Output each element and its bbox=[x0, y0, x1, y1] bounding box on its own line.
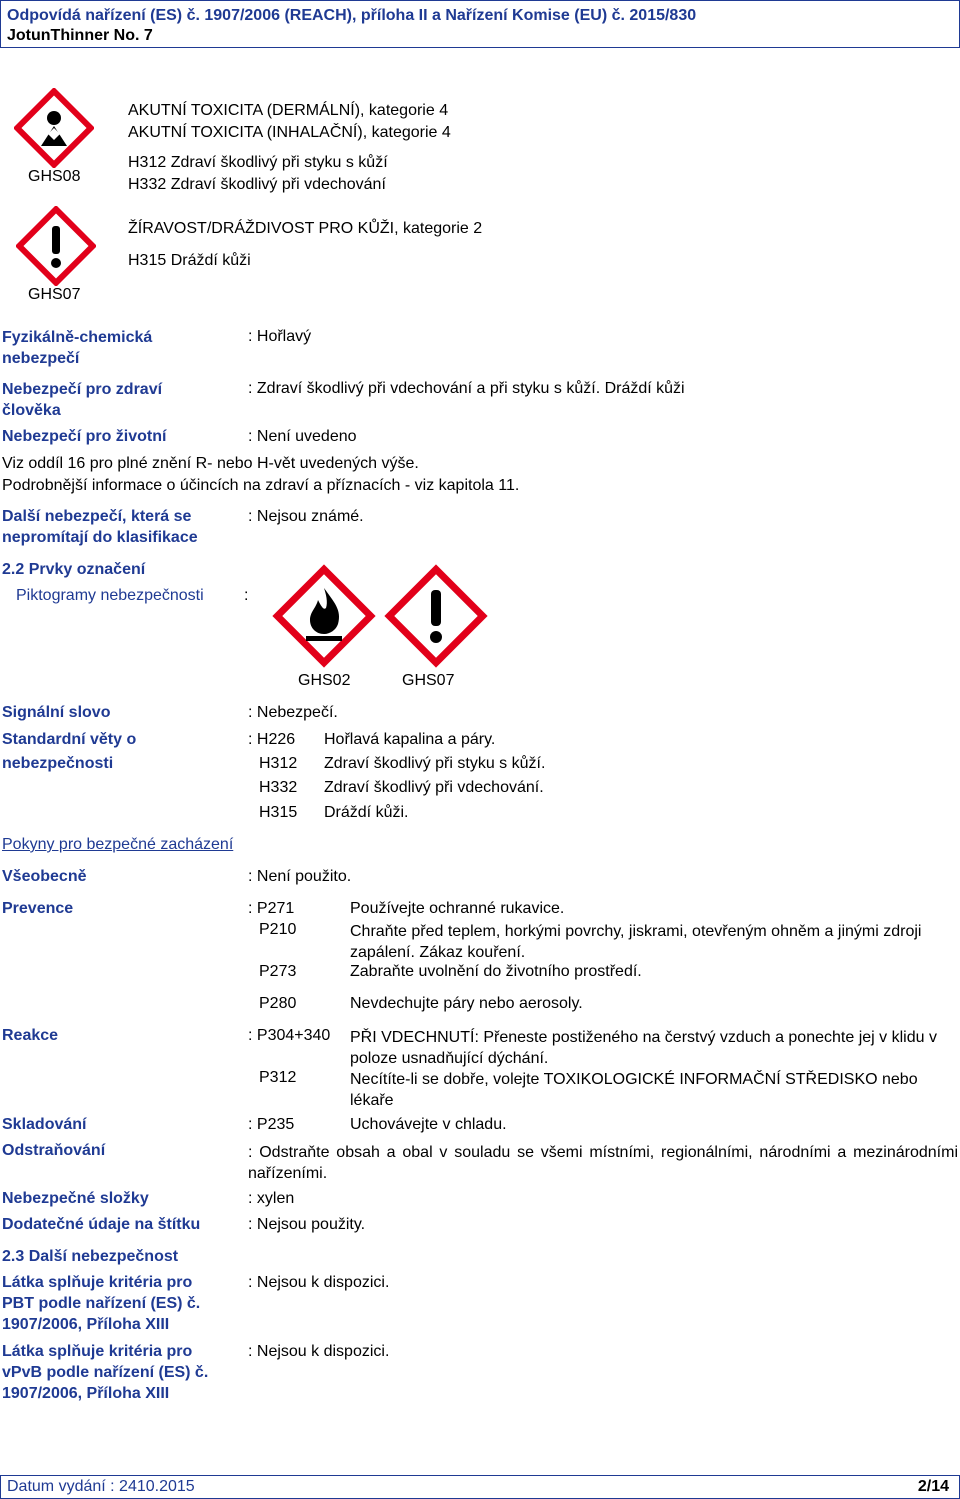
section-heading: 2.3 Další nebezpečnost bbox=[2, 1248, 179, 1265]
pictograms-label: Piktogramy nebezpečnosti bbox=[16, 587, 204, 604]
components-value: : xylen bbox=[248, 1190, 295, 1207]
page-footer bbox=[0, 1475, 960, 1499]
h-code: H312 bbox=[259, 755, 298, 772]
classification-line: H332 Zdraví škodlivý při vdechování bbox=[128, 176, 386, 193]
regulation-line: Odpovídá nařízení (ES) č. 1907/2006 (REACH), příloha II a Nařízení Komise (EU) č. 2015/830 bbox=[7, 7, 697, 24]
storage-label: Skladování bbox=[2, 1116, 87, 1133]
extra-label: Dodatečné údaje na štítku bbox=[2, 1216, 201, 1233]
classification-line: H315 Dráždí kůži bbox=[128, 252, 251, 269]
pbt-value: : Nejsou k dispozici. bbox=[248, 1274, 390, 1291]
ghs08-label: GHS08 bbox=[28, 168, 81, 185]
health-hazard-value: : Zdraví škodlivý při vdechování a při styku s kůží. Dráždí kůži bbox=[248, 380, 685, 397]
prevention-label: Prevence bbox=[2, 900, 74, 917]
general-label: Všeobecně bbox=[2, 868, 87, 885]
classification-line: AKUTNÍ TOXICITA (INHALAČNÍ), kategorie 4 bbox=[128, 124, 451, 141]
p-code: P312 bbox=[259, 1069, 297, 1086]
phys-hazard-label: Fyzikálně-chemická nebezpečí bbox=[2, 329, 153, 367]
pictogram-label: GHS07 bbox=[402, 672, 455, 689]
ghs07-label: GHS07 bbox=[28, 286, 81, 303]
h-text: Hořlavá kapalina a páry. bbox=[324, 731, 496, 748]
section-heading: 2.2 Prvky označení bbox=[2, 561, 146, 578]
vpvb-label: 1907/2006, Příloha XIII bbox=[2, 1385, 170, 1402]
p-code: : P235 bbox=[248, 1116, 295, 1133]
h-text: Dráždí kůži. bbox=[324, 804, 409, 821]
h-code: H332 bbox=[259, 779, 298, 796]
exclamation-pictogram-icon bbox=[384, 564, 488, 668]
components-label: Nebezpečné složky bbox=[2, 1190, 149, 1207]
precautions-heading: Pokyny pro bezpečné zacházení bbox=[2, 836, 234, 853]
pictograms-colon: : bbox=[244, 587, 249, 604]
vpvb-label: vPvB podle nařízení (ES) č. bbox=[2, 1364, 209, 1381]
health-hazard-label: Nebezpečí pro zdraví člověka bbox=[2, 381, 163, 419]
disposal-label: Odstraňování bbox=[2, 1142, 106, 1159]
general-value: : Není použito. bbox=[248, 868, 352, 885]
note-line: Viz oddíl 16 pro plné znění R- nebo H-vět uvedených výše. bbox=[2, 455, 419, 472]
note-line: Podrobnější informace o účincích na zdraví a příznacích - viz kapitola 11. bbox=[2, 477, 520, 494]
issue-date: Datum vydání : 2410.2015 bbox=[7, 1478, 195, 1495]
other-hazard-value: : Nejsou známé. bbox=[248, 508, 364, 525]
pbt-label: Látka splňuje kritéria pro bbox=[2, 1274, 193, 1291]
h-code: : H226 bbox=[248, 731, 296, 748]
classification-line: AKUTNÍ TOXICITA (DERMÁLNÍ), kategorie 4 bbox=[128, 102, 449, 119]
env-hazard-label: Nebezpečí pro životní bbox=[2, 428, 167, 445]
p-code: : P271 bbox=[248, 900, 295, 917]
p-text: Zabraňte uvolnění do životního prostředí. bbox=[350, 963, 642, 980]
p-code: P210 bbox=[259, 921, 297, 938]
h-text: Zdraví škodlivý při vdechování. bbox=[324, 779, 544, 796]
other-hazard-label: Další nebezpečí, která se bbox=[2, 508, 192, 525]
flame-pictogram-icon bbox=[272, 564, 376, 668]
signal-word-value: : Nebezpečí. bbox=[248, 704, 338, 721]
page-header bbox=[0, 0, 960, 48]
pbt-label: PBT podle nařízení (ES) č. bbox=[2, 1295, 201, 1312]
p-text: Uchovávejte v chladu. bbox=[350, 1116, 507, 1133]
classification-line: H312 Zdraví škodlivý při styku s kůží bbox=[128, 154, 388, 171]
product-name: JotunThinner No. 7 bbox=[7, 27, 153, 44]
p-text: Nevdechujte páry nebo aerosoly. bbox=[350, 995, 583, 1012]
p-code: P280 bbox=[259, 995, 297, 1012]
pbt-label: 1907/2006, Příloha XIII bbox=[2, 1316, 170, 1333]
p-text: PŘI VDECHNUTÍ: Přeneste postiženého na čerstvý vzduch a ponechte jej v klidu v poloze usnadňující dýchání. bbox=[350, 1029, 937, 1067]
disposal-value: : Odstraňte obsah a obal v souladu se všemi místními, regionálními, národními a mezinárodními nařízeními. bbox=[248, 1144, 958, 1182]
health-hazard-pictogram-icon bbox=[14, 88, 94, 168]
classification-line: ŽÍRAVOST/DRÁŽDIVOST PRO KŮŽI, kategorie 2 bbox=[128, 220, 483, 237]
page-number: 2/14 bbox=[917, 1478, 949, 1495]
p-text: Používejte ochranné rukavice. bbox=[350, 900, 565, 917]
h-code: H315 bbox=[259, 804, 298, 821]
p-text: Necítíte-li se dobře, volejte TOXIKOLOGICKÉ INFORMAČNÍ STŘEDISKO nebo lékaře bbox=[350, 1071, 918, 1109]
h-text: Zdraví škodlivý při styku s kůží. bbox=[324, 755, 546, 772]
p-code: : P304+340 bbox=[248, 1027, 331, 1044]
h-statements-label: nebezpečnosti bbox=[2, 755, 114, 772]
phys-hazard-value: : Hořlavý bbox=[248, 328, 312, 345]
signal-word-label: Signální slovo bbox=[2, 704, 111, 721]
other-hazard-label: nepromítají do klasifikace bbox=[2, 529, 198, 546]
response-label: Reakce bbox=[2, 1027, 59, 1044]
h-statements-label: Standardní věty o bbox=[2, 731, 137, 748]
extra-value: : Nejsou použity. bbox=[248, 1216, 366, 1233]
p-code: P273 bbox=[259, 963, 297, 980]
env-hazard-value: : Není uvedeno bbox=[248, 428, 357, 445]
vpvb-label: Látka splňuje kritéria pro bbox=[2, 1343, 193, 1360]
vpvb-value: : Nejsou k dispozici. bbox=[248, 1343, 390, 1360]
p-text: Chraňte před teplem, horkými povrchy, jiskrami, otevřeným ohněm a jinými zdroji zapálení. Zákaz kouření. bbox=[350, 923, 922, 961]
exclamation-pictogram-icon bbox=[16, 206, 96, 286]
pictogram-label: GHS02 bbox=[298, 672, 351, 689]
